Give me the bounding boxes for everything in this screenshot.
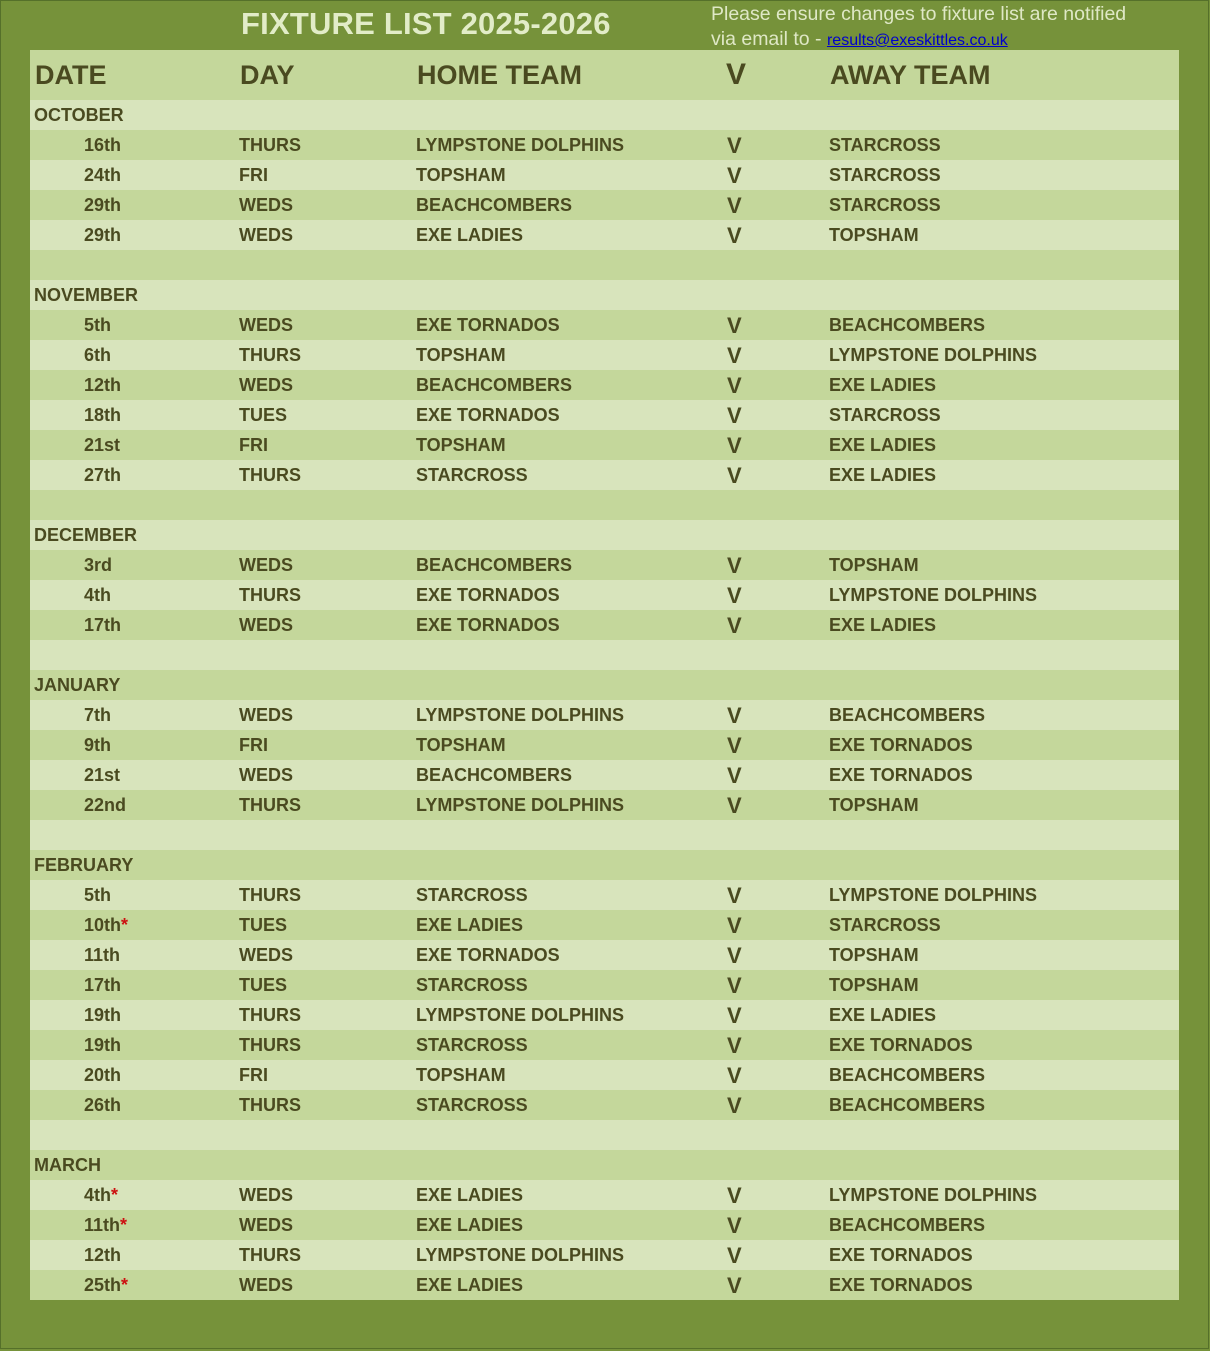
date-value: 7th: [84, 705, 111, 725]
away-team: TOPSHAM: [829, 795, 919, 815]
fixture-date: [84, 135, 121, 156]
fixture-day: THURS: [239, 1005, 301, 1025]
date-value: 25th: [84, 1275, 122, 1295]
home-team: STARCROSS: [416, 1035, 528, 1055]
home-team: EXE TORNADOS: [416, 585, 560, 605]
away-team: BEACHCOMBERS: [829, 1095, 986, 1115]
away-team: TOPSHAM: [829, 225, 919, 245]
fixture-date: [84, 1065, 121, 1086]
date-value: 21st: [84, 765, 121, 785]
fixture-day: FRI: [239, 1065, 268, 1085]
away-team: EXE LADIES: [829, 615, 937, 635]
home-team: BEACHCOMBERS: [416, 555, 573, 575]
fixture-row: [30, 310, 1179, 340]
header-away-team: AWAY TEAM: [830, 60, 991, 90]
versus-label: V: [727, 1273, 742, 1298]
email-notice: [711, 2, 1181, 53]
away-team: EXE LADIES: [829, 465, 937, 485]
away-team: EXE TORNADOS: [829, 1245, 973, 1265]
fixture-date: [84, 1275, 128, 1296]
fixture-date: [84, 465, 121, 486]
header-date: DATE: [35, 60, 107, 90]
versus-label: V: [727, 313, 742, 338]
date-value: 26th: [84, 1095, 122, 1115]
rearranged-asterisk: *: [121, 915, 129, 935]
home-team: EXE TORNADOS: [416, 405, 560, 425]
away-team: EXE TORNADOS: [829, 1035, 973, 1055]
fixture-row: [30, 790, 1179, 820]
fixture-day: THURS: [239, 465, 301, 485]
home-team: STARCROSS: [416, 465, 528, 485]
fixture-date: [84, 1035, 121, 1056]
fixture-row: [30, 400, 1179, 430]
away-team: STARCROSS: [829, 195, 941, 215]
fixture-row: [30, 610, 1179, 640]
fixture-day: WEDS: [239, 555, 293, 575]
fixture-row: [30, 910, 1179, 940]
spacer-row: [30, 250, 1179, 280]
date-value: 21st: [84, 435, 121, 455]
fixture-date: [84, 615, 121, 636]
fixture-row: [30, 940, 1179, 970]
fixture-date: [84, 1185, 118, 1206]
fixture-day: THURS: [239, 1095, 301, 1115]
date-value: 4th: [84, 585, 111, 605]
fixture-date: [84, 435, 120, 456]
versus-label: V: [727, 373, 742, 398]
fixture-day: WEDS: [239, 1185, 293, 1205]
versus-label: V: [727, 1213, 742, 1238]
home-team: TOPSHAM: [416, 345, 506, 365]
date-value: 9th: [84, 735, 111, 755]
home-team: TOPSHAM: [416, 1065, 506, 1085]
fixture-date: [84, 915, 128, 936]
fixture-date: [84, 945, 120, 966]
home-team: EXE TORNADOS: [416, 945, 560, 965]
fixture-row: [30, 730, 1179, 760]
fixture-day: WEDS: [239, 225, 293, 245]
month-label: JANUARY: [34, 675, 121, 695]
away-team: BEACHCOMBERS: [829, 1215, 986, 1235]
home-team: EXE LADIES: [416, 225, 524, 245]
versus-label: V: [727, 343, 742, 368]
home-team: TOPSHAM: [416, 165, 506, 185]
date-value: 5th: [84, 885, 111, 905]
away-team: EXE LADIES: [829, 435, 937, 455]
home-team: STARCROSS: [416, 975, 528, 995]
date-value: 29th: [84, 195, 122, 215]
away-team: STARCROSS: [829, 915, 941, 935]
away-team: STARCROSS: [829, 405, 941, 425]
fixture-row: [30, 190, 1179, 220]
month-label: OCTOBER: [34, 105, 124, 125]
fixture-row: [30, 580, 1179, 610]
fixture-row: [30, 1180, 1179, 1210]
versus-label: V: [727, 1003, 742, 1028]
versus-label: V: [727, 613, 742, 638]
versus-label: V: [727, 193, 742, 218]
fixture-row: [30, 970, 1179, 1000]
page-title: FIXTURE LIST 2025-2026: [241, 6, 611, 41]
fixture-day: THURS: [239, 795, 301, 815]
fixture-date: [84, 555, 112, 576]
fixture-date: [84, 225, 121, 246]
home-team: STARCROSS: [416, 1095, 528, 1115]
month-label: FEBRUARY: [34, 855, 134, 875]
fixture-day: WEDS: [239, 765, 293, 785]
date-value: 29th: [84, 225, 122, 245]
fixture-day: FRI: [239, 735, 268, 755]
fixture-date: [84, 885, 111, 906]
fixture-day: FRI: [239, 435, 268, 455]
month-label: DECEMBER: [34, 525, 138, 545]
spacer-row: [30, 640, 1179, 670]
date-value: 18th: [84, 405, 122, 425]
fixture-day: TUES: [239, 915, 288, 935]
date-value: 12th: [84, 1245, 122, 1265]
away-team: TOPSHAM: [829, 555, 919, 575]
header-versus: V: [726, 58, 747, 91]
fixture-row: [30, 1000, 1179, 1030]
fixture-date: [84, 1095, 121, 1116]
date-value: 22nd: [84, 795, 127, 815]
versus-label: V: [727, 403, 742, 428]
away-team: EXE TORNADOS: [829, 765, 973, 785]
spacer-row: [30, 820, 1179, 850]
home-team: EXE TORNADOS: [416, 315, 560, 335]
notice-line-2-text: via email to -: [711, 28, 822, 50]
fixture-day: THURS: [239, 885, 301, 905]
fixture-day: THURS: [239, 585, 301, 605]
home-team: BEACHCOMBERS: [416, 195, 573, 215]
date-value: 17th: [84, 975, 122, 995]
fixture-row: [30, 1060, 1179, 1090]
notice-line-1: Please ensure changes to fixture list are notified: [711, 3, 1127, 25]
header-home-team: HOME TEAM: [417, 60, 582, 90]
fixture-row: [30, 340, 1179, 370]
away-team: TOPSHAM: [829, 975, 919, 995]
date-value: 6th: [84, 345, 111, 365]
fixture-date: [84, 975, 121, 996]
versus-label: V: [727, 163, 742, 188]
date-value: 19th: [84, 1005, 122, 1025]
fixture-date: [84, 705, 111, 726]
fixture-date: [84, 795, 126, 816]
away-team: BEACHCOMBERS: [829, 1065, 986, 1085]
month-row: [30, 280, 1179, 310]
home-team: EXE LADIES: [416, 1215, 524, 1235]
fixture-rows: [30, 100, 1179, 1300]
fixture-date: [84, 1215, 127, 1236]
fixture-day: WEDS: [239, 375, 293, 395]
away-team: TOPSHAM: [829, 945, 919, 965]
fixture-date: [84, 765, 120, 786]
fixture-day: WEDS: [239, 1215, 293, 1235]
month-label: MARCH: [34, 1155, 101, 1175]
fixture-row: [30, 1270, 1179, 1300]
date-value: 19th: [84, 1035, 122, 1055]
fixture-row: [30, 370, 1179, 400]
fixture-day: TUES: [239, 975, 288, 995]
home-team: LYMPSTONE DOLPHINS: [416, 795, 625, 815]
versus-label: V: [727, 133, 742, 158]
fixture-date: [84, 165, 121, 186]
fixture-row: [30, 160, 1179, 190]
date-value: 24th: [84, 165, 122, 185]
date-value: 16th: [84, 135, 122, 155]
home-team: BEACHCOMBERS: [416, 765, 573, 785]
fixture-row: [30, 460, 1179, 490]
rearranged-asterisk: *: [121, 1275, 129, 1295]
versus-label: V: [727, 793, 742, 818]
fixture-row: [30, 760, 1179, 790]
away-team: BEACHCOMBERS: [829, 705, 986, 725]
month-row: [30, 1150, 1179, 1180]
date-value: 4th: [84, 1185, 111, 1205]
rearranged-asterisk: *: [120, 1215, 128, 1235]
versus-label: V: [727, 1093, 742, 1118]
away-team: EXE LADIES: [829, 375, 937, 395]
home-team: BEACHCOMBERS: [416, 375, 573, 395]
away-team: LYMPSTONE DOLPHINS: [829, 345, 1038, 365]
home-team: EXE TORNADOS: [416, 615, 560, 635]
fixture-day: THURS: [239, 1035, 301, 1055]
date-value: 3rd: [84, 555, 113, 575]
month-row: [30, 850, 1179, 880]
fixture-row: [30, 220, 1179, 250]
fixture-date: [84, 405, 121, 426]
away-team: STARCROSS: [829, 135, 941, 155]
fixture-row: [30, 130, 1179, 160]
away-team: EXE TORNADOS: [829, 735, 973, 755]
home-team: LYMPSTONE DOLPHINS: [416, 1005, 625, 1025]
fixture-day: TUES: [239, 405, 288, 425]
away-team: STARCROSS: [829, 165, 941, 185]
fixture-day: WEDS: [239, 1275, 293, 1295]
fixture-date: [84, 735, 111, 756]
versus-label: V: [727, 583, 742, 608]
away-team: LYMPSTONE DOLPHINS: [829, 1185, 1038, 1205]
home-team: EXE LADIES: [416, 1185, 524, 1205]
fixture-table: [30, 50, 1179, 1300]
date-value: 11th: [84, 1215, 121, 1235]
versus-label: V: [727, 1183, 742, 1208]
fixture-date: [84, 375, 121, 396]
results-email-link[interactable]: results@exeskittles.co.uk: [826, 32, 1008, 49]
fixture-day: WEDS: [239, 195, 293, 215]
away-team: LYMPSTONE DOLPHINS: [829, 885, 1038, 905]
home-team: LYMPSTONE DOLPHINS: [416, 705, 625, 725]
home-team: STARCROSS: [416, 885, 528, 905]
date-value: 27th: [84, 465, 122, 485]
spacer-row: [30, 1120, 1179, 1150]
home-team: EXE LADIES: [416, 915, 524, 935]
spacer-row: [30, 490, 1179, 520]
date-value: 10th: [84, 915, 122, 935]
away-team: EXE LADIES: [829, 1005, 937, 1025]
rearranged-asterisk: *: [111, 1185, 119, 1205]
away-team: BEACHCOMBERS: [829, 315, 986, 335]
versus-label: V: [727, 1243, 742, 1268]
fixture-date: [84, 315, 111, 336]
month-label: NOVEMBER: [34, 285, 139, 305]
home-team: TOPSHAM: [416, 435, 506, 455]
versus-label: V: [727, 733, 742, 758]
versus-label: V: [727, 1033, 742, 1058]
fixture-day: FRI: [239, 165, 268, 185]
versus-label: V: [727, 973, 742, 998]
table-header: [30, 50, 1179, 100]
versus-label: V: [727, 913, 742, 938]
versus-label: V: [727, 223, 742, 248]
fixture-row: [30, 1240, 1179, 1270]
away-team: EXE TORNADOS: [829, 1275, 973, 1295]
versus-label: V: [727, 553, 742, 578]
home-team: EXE LADIES: [416, 1275, 524, 1295]
fixture-day: WEDS: [239, 615, 293, 635]
fixture-day: WEDS: [239, 945, 293, 965]
versus-label: V: [727, 883, 742, 908]
home-team: LYMPSTONE DOLPHINS: [416, 135, 625, 155]
fixture-date: [84, 345, 111, 366]
fixture-row: [30, 700, 1179, 730]
date-value: 11th: [84, 945, 121, 965]
date-value: 5th: [84, 315, 111, 335]
versus-label: V: [727, 763, 742, 788]
fixture-day: THURS: [239, 1245, 301, 1265]
date-value: 17th: [84, 615, 122, 635]
fixture-row: [30, 1030, 1179, 1060]
away-team: LYMPSTONE DOLPHINS: [829, 585, 1038, 605]
month-row: [30, 520, 1179, 550]
versus-label: V: [727, 1063, 742, 1088]
fixture-row: [30, 1090, 1179, 1120]
fixture-day: WEDS: [239, 315, 293, 335]
month-row: [30, 670, 1179, 700]
versus-label: V: [727, 463, 742, 488]
fixture-date: [84, 1005, 121, 1026]
versus-label: V: [727, 703, 742, 728]
home-team: TOPSHAM: [416, 735, 506, 755]
fixture-date: [84, 585, 111, 606]
fixture-day: THURS: [239, 345, 301, 365]
versus-label: V: [727, 433, 742, 458]
fixture-date: [84, 1245, 121, 1266]
fixture-date: [84, 195, 121, 216]
fixture-row: [30, 1210, 1179, 1240]
versus-label: V: [727, 943, 742, 968]
fixture-day: THURS: [239, 135, 301, 155]
home-team: LYMPSTONE DOLPHINS: [416, 1245, 625, 1265]
fixture-day: WEDS: [239, 705, 293, 725]
fixture-row: [30, 550, 1179, 580]
date-value: 20th: [84, 1065, 122, 1085]
date-value: 12th: [84, 375, 122, 395]
month-row: [30, 100, 1179, 130]
fixture-row: [30, 880, 1179, 910]
header-day: DAY: [240, 60, 295, 90]
fixture-row: [30, 430, 1179, 460]
